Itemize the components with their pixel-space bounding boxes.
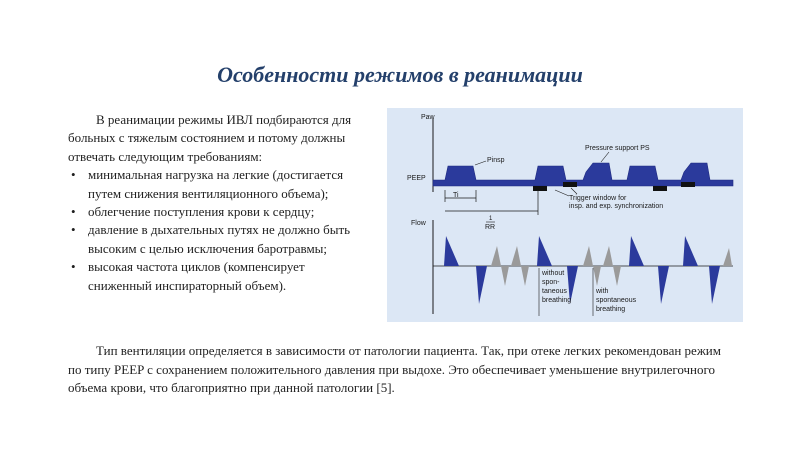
ventilation-diagram-svg xyxy=(387,108,743,322)
requirements-block xyxy=(68,111,368,295)
intro-paragraph: В реанимации режимы ИВЛ подбираются для больных с тяжелым состоянием и потому должны отвечать следующим требованиям: xyxy=(68,112,352,164)
svg-text:taneous: taneous xyxy=(542,288,567,295)
flow-spontaneous xyxy=(491,246,501,266)
ps-pointer xyxy=(601,152,609,162)
trigger-window-mark xyxy=(533,186,547,191)
svg-text:breathing: breathing xyxy=(596,306,626,313)
rr-numerator: 1 xyxy=(489,216,493,222)
list-item: • давление в дыхательных путях не должно быть высоким с целью исключения баротравмы; xyxy=(68,221,368,258)
trigger-window-mark xyxy=(681,182,695,187)
requirements-list xyxy=(68,166,368,295)
rr-denominator: RR xyxy=(485,224,496,231)
pinsp-pointer xyxy=(475,161,486,165)
trigger-window-label-2: insp. and exp. synchronization xyxy=(569,203,664,210)
list-item: • минимальная нагрузка на легкие (достигается путем снижения вентиляционного объема); xyxy=(68,166,368,203)
svg-text:spontaneous: spontaneous xyxy=(596,297,637,304)
with-spont-label: with xyxy=(596,288,609,295)
svg-text:spon-: spon- xyxy=(542,279,560,286)
flow-mandatory xyxy=(444,236,459,266)
svg-text:breathing: breathing xyxy=(542,297,572,304)
pressure-support-label: Pressure support PS xyxy=(585,145,650,152)
list-item: • облегчение поступления крови к сердцу; xyxy=(68,203,368,221)
peep-label: PEEP xyxy=(407,175,426,182)
trigger-window-label: Trigger window for xyxy=(569,195,627,202)
list-item: • высокая частота циклов (компенсирует сниженный инспираторный объем). xyxy=(68,258,368,295)
trigger-window-mark xyxy=(563,182,577,187)
pinsp-label: Pinsp xyxy=(487,157,505,164)
ti-label: Ti xyxy=(453,192,459,199)
ventilation-diagram xyxy=(387,108,743,322)
trigger-window-mark xyxy=(653,186,667,191)
flow-label: Flow xyxy=(411,220,426,227)
without-spont-label: without xyxy=(542,270,565,277)
bottom-paragraph: Тип вентиляции определяется в зависимости от патологии пациента. Так, при отеке легких рекомендован режим по типу PEEP с сохранением положительного давления при выдохе. Это обеспечивает уменьшение внутрилегочного объема крови, что благоприятно при данной патологии [5]. xyxy=(68,343,721,396)
paw-label: Paw xyxy=(421,114,435,121)
page-title: Особенности режимов в реанимации xyxy=(217,62,583,87)
